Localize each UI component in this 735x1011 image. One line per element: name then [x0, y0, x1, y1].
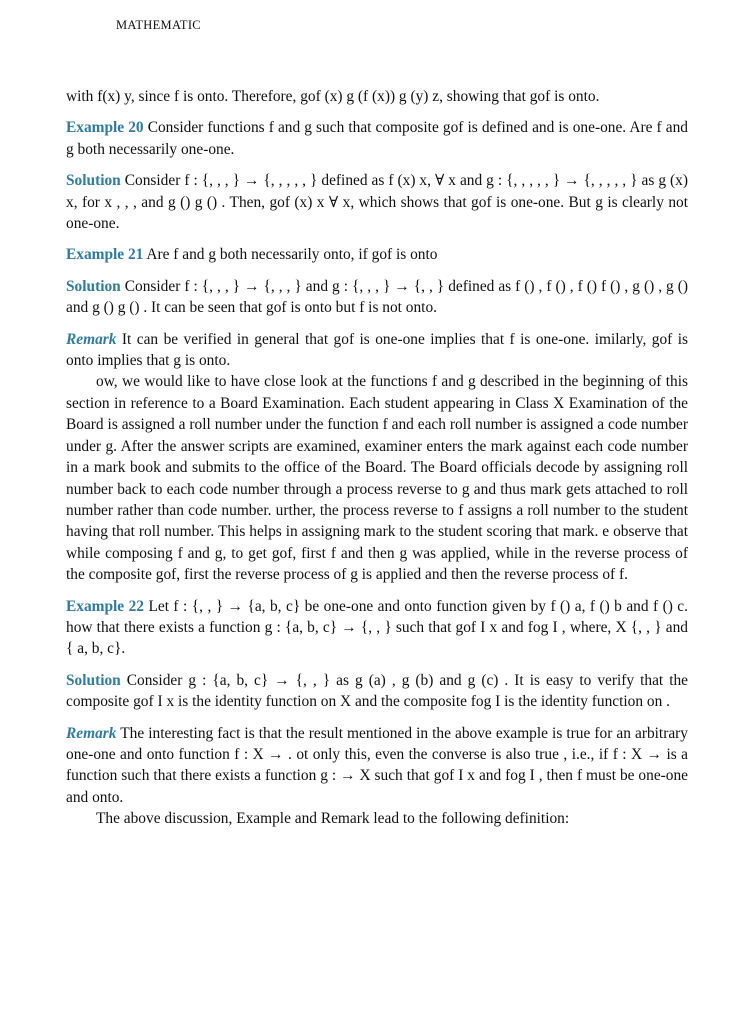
example-label: Example 20: [66, 119, 144, 137]
paragraph-text: Consider g : {a, b, c} → {, , } as g (a) , g (b) and g (c) . It is easy to verify that the composite gof I x is the identity function on X and the composite fog I is the identity function on .: [66, 671, 688, 711]
paragraph-text: Consider f : {, , , } → {, , , , , } defined as f (x) x, ∀ x and g : {, , , , , } → {, , , , , } as g (x) x, for x , , , and g () g () . Then, gof (x) x ∀ x, which shows that gof is one-one. But g is clearly not one-one.: [66, 172, 688, 233]
paragraph-text: Consider f : {, , , } → {, , , } and g : {, , , } → {, , } defined as f () , f () , f () f () , g () , g () and g () g () . It can be seen that gof is onto but f is not onto.: [66, 277, 689, 317]
paragraph-text: Let f : {, , } → {a, b, c} be one-one and onto function given by f () a, f () b and f () c. how that there exists a function g : {a, b, c} → {, , } such that gof I x and fog I , where, X {, , } and { a, b, c}.: [66, 597, 688, 658]
board-exam-paragraph: [66, 371, 688, 585]
remark-label: Remark: [66, 724, 117, 742]
remark-label: Remark: [66, 330, 117, 348]
example-21: [66, 244, 688, 265]
definition-lead-in: [66, 808, 688, 829]
solution-label: Solution: [66, 172, 121, 190]
remark-2: [66, 723, 688, 809]
paragraph-text: with f(x) y, since f is onto. Therefore, gof (x) g (f (x)) g (y) z, showing that gof is onto.: [66, 88, 600, 105]
paragraph-text: It can be verified in general that gof is one-one implies that f is one-one. imilarly, gof is onto implies that g is onto.: [66, 330, 688, 370]
solution-20: [66, 170, 688, 234]
paragraph-text: Consider functions f and g such that composite gof is defined and is one-one. Are f and g both necessarily one-one.: [66, 119, 688, 158]
page-body: [66, 86, 688, 830]
paragraph-text: Are f and g both necessarily onto, if gof is onto: [146, 246, 438, 264]
solution-label: Solution: [66, 277, 121, 295]
running-head: MATHEMATIC: [116, 18, 201, 32]
continuation-paragraph: [66, 86, 688, 107]
paragraph-text: ow, we would like to have close look at the functions f and g described in the beginning of this section in reference to a Board Examination. Each student appearing in Class X Examination of the Board is assigned a roll number under the function f and each roll number is assigned a code number under g. After the answer scripts are examined, examiner enters the mark against each code number in a mark book and submits to the office of the Board. The Board officials decode by assigning roll number back to each code number through a process reverse to g and thus mark gets attached to roll number rather than code number. urther, the process reverse to f assigns a roll number to the student having that roll number. This helps in assigning mark to the student scoring that mark. e observe that while composing f and g, to get gof, first f and then g was applied, while in the reverse process of the composite gof, first the reverse process of g is applied and then the reverse process of f.: [66, 373, 688, 584]
remark-1: [66, 329, 688, 372]
example-20: [66, 117, 688, 160]
example-label: Example 22: [66, 597, 144, 615]
solution-22: [66, 670, 688, 713]
solution-label: Solution: [66, 671, 121, 689]
paragraph-text: The interesting fact is that the result mentioned in the above example is true for an arbitrary one-one and onto function f : X → . ot only this, even the converse is also true , i.e., if f : X → is a function such that there exists a function g : → X such that gof I x and fog I , then f must be one-one and onto.: [66, 724, 688, 806]
example-label: Example 21: [66, 246, 144, 264]
solution-21: [66, 276, 688, 319]
example-22: [66, 596, 688, 660]
paragraph-text: The above discussion, Example and Remark lead to the following definition:: [96, 810, 570, 828]
